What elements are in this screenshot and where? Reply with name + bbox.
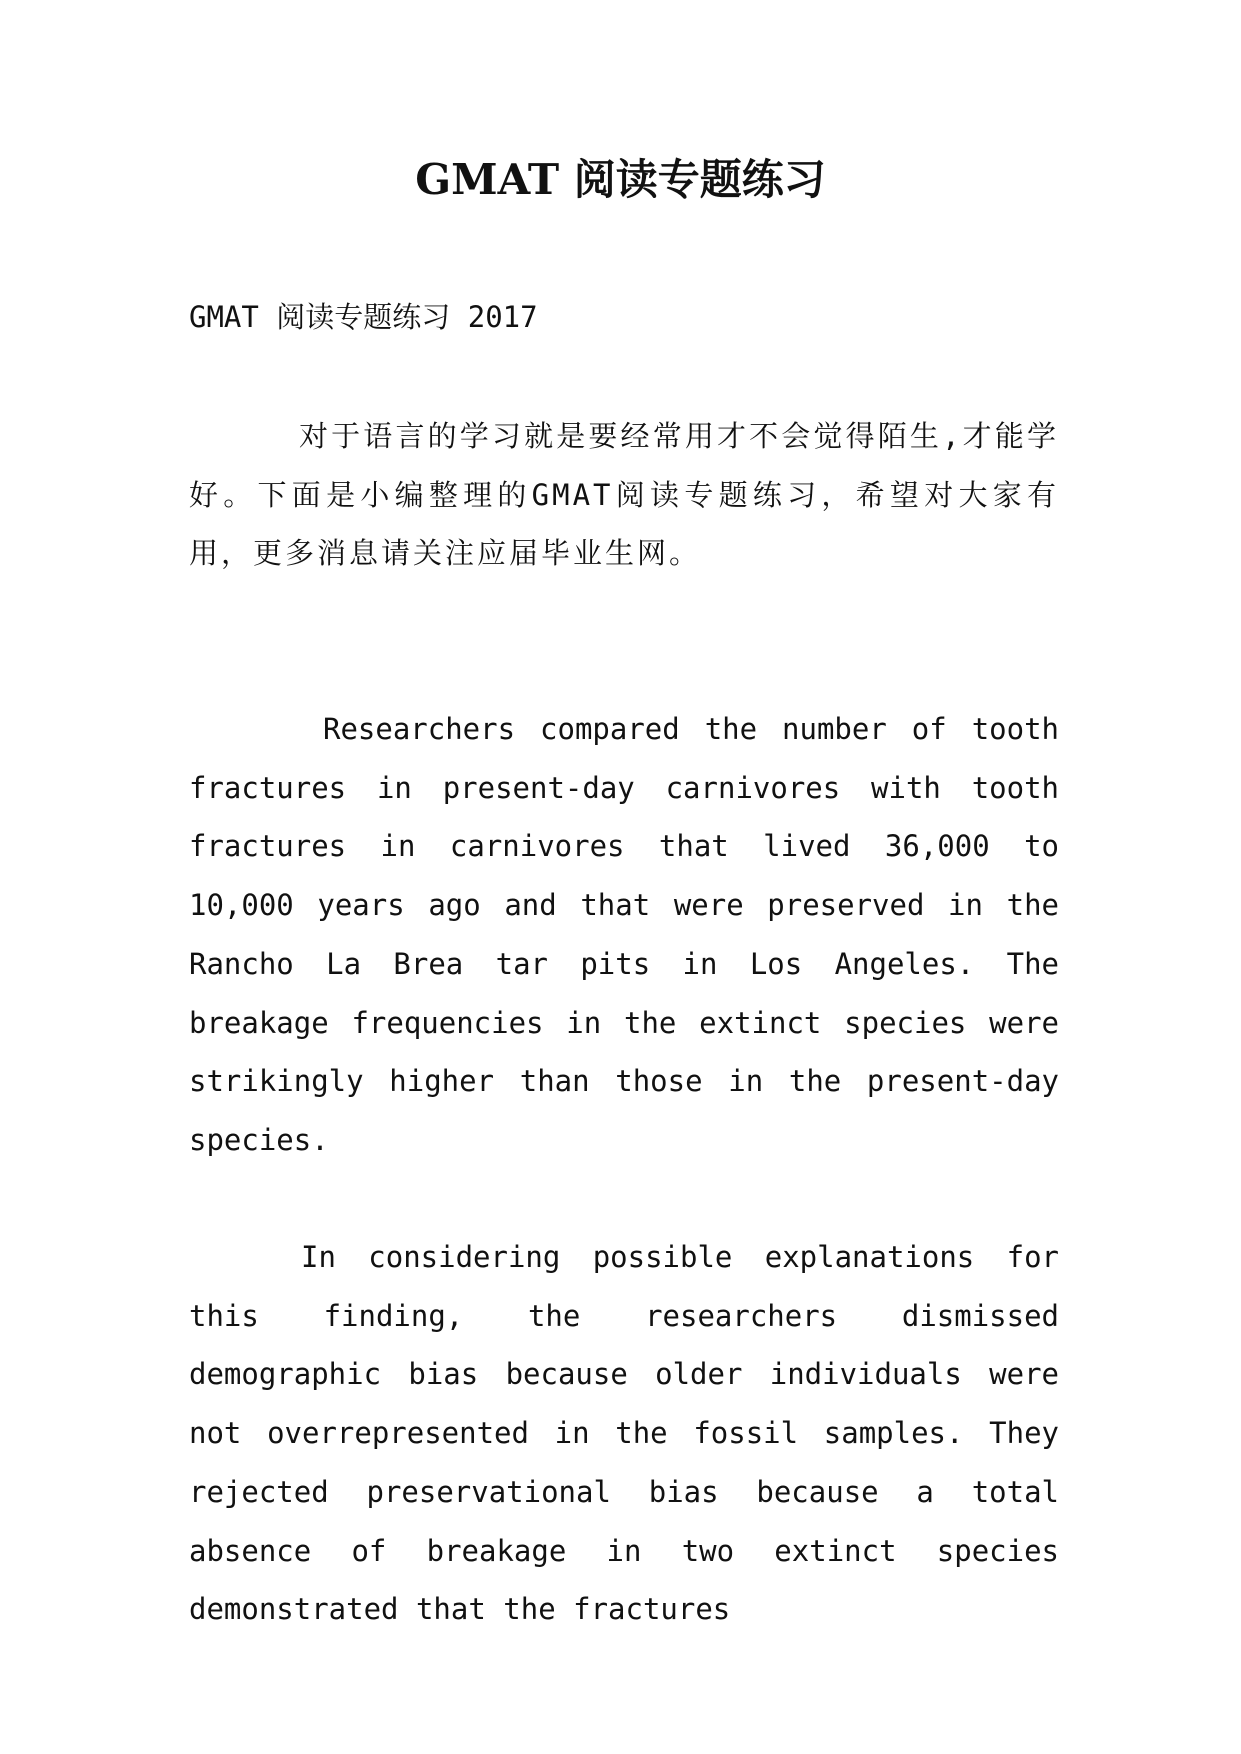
intro-paragraph: 对于语言的学习就是要经常用才不会觉得陌生,才能学好。下面是小编整理的GMAT阅读专题练习，希望对大家有用，更多消息请关注应届毕业生网。: [189, 419, 1059, 571]
page-title: GMAT 阅读专题练习: [415, 155, 826, 204]
passage-paragraph-2: In considering possible explanations for this finding, the researchers dismissed demographic bias because older individuals were not overrepresented in the fossil samples. They rejected preservational bias because a total absence of breakage in two extinct species demonstrated that the fractures: [189, 1240, 1059, 1627]
passage-paragraph-1: Researchers compared the number of tooth fractures in present-day carnivores with tooth fractures in carnivores that lived 36,000 to 10,000 years ago and that were preserved in the Rancho La Brea tar pits in Los Angeles. The breakage frequencies in the extinct species were strikingly higher than those in the present-day species.: [189, 712, 1059, 1157]
document-subtitle: GMAT 阅读专题练习 2017: [189, 300, 538, 334]
